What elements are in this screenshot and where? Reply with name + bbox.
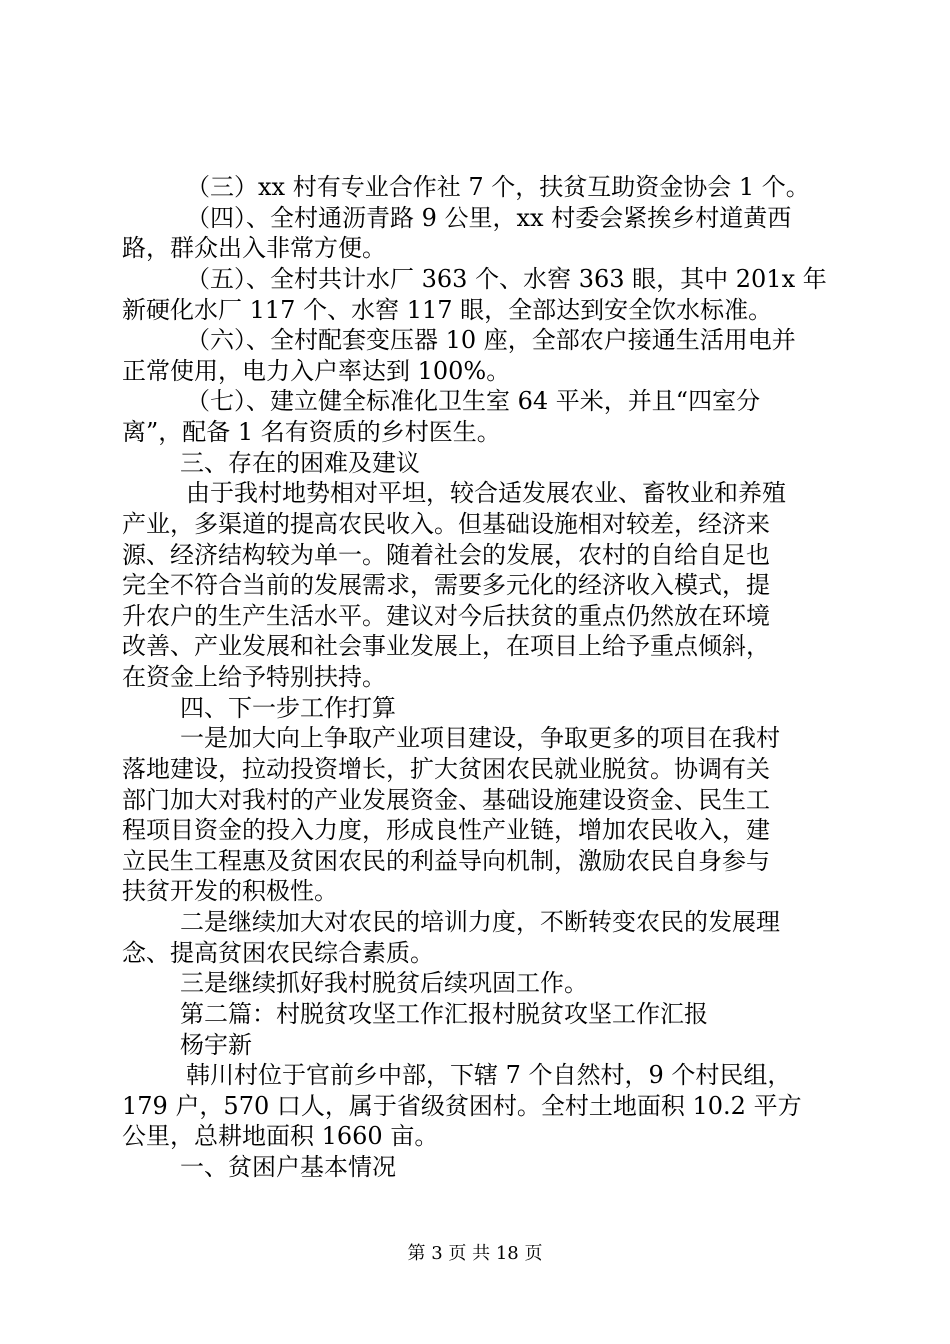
section-heading: 四、下一步工作打算 — [180, 694, 396, 722]
page-footer: 第 3 页 共 18 页 — [407, 1243, 543, 1264]
section-heading: 三、存在的困难及建议 — [180, 449, 420, 477]
text-line: （六）、全村配套变压器 10 座，全部农户接通生活用电并 — [186, 326, 796, 354]
text-line: 路，群众出入非常方便。 — [122, 234, 386, 262]
text-line: 落地建设，拉动投资增长，扩大贫困农民就业脱贫。协调有关 — [122, 755, 770, 783]
text-line: 公里，总耕地面积 1660 亩。 — [122, 1122, 439, 1150]
text-line: 扶贫开发的积极性。 — [122, 877, 338, 905]
section-heading: 第二篇：村脱贫攻坚工作汇报村脱贫攻坚工作汇报 — [180, 1000, 708, 1028]
text-line: 由于我村地势相对平坦，较合适发展农业、畜牧业和养殖 — [186, 479, 786, 507]
text-line: 离”，配备 1 名有资质的乡村医生。 — [122, 418, 501, 446]
text-line: 三是继续抓好我村脱贫后续巩固工作。 — [180, 969, 588, 997]
text-line: 改善、产业发展和社会事业发展上，在项目上给予重点倾斜， — [122, 632, 770, 660]
text-line: 在资金上给予特别扶持。 — [122, 663, 386, 691]
text-line: 部门加大对我村的产业发展资金、基础设施建设资金、民生工 — [122, 786, 770, 814]
text-line: 产业，多渠道的提高农民收入。但基础设施相对较差，经济来 — [122, 510, 770, 538]
text-line: （三）xx 村有专业合作社 7 个，扶贫互助资金协会 1 个。 — [186, 173, 810, 201]
text-line: （四）、全村通沥青路 9 公里，xx 村委会紧挨乡村道黄西 — [186, 204, 792, 232]
text-line: （五）、全村共计水厂 363 个、水窖 363 眼，其中 201x 年 — [186, 265, 827, 293]
text-line: （七）、建立健全标准化卫生室 64 平米，并且“四室分 — [186, 387, 761, 415]
text-line: 程项目资金的投入力度，形成良性产业链，增加农民收入，建 — [122, 816, 770, 844]
text-line: 一是加大向上争取产业项目建设，争取更多的项目在我村 — [180, 724, 780, 752]
text-line: 升农户的生产生活水平。建议对今后扶贫的重点仍然放在环境 — [122, 602, 770, 630]
text-line: 二是继续加大对农民的培训力度，不断转变农民的发展理 — [180, 908, 780, 936]
text-line: 完全不符合当前的发展需求，需要多元化的经济收入模式，提 — [122, 571, 770, 599]
text-line: 韩川村位于官前乡中部，下辖 7 个自然村，9 个村民组， — [186, 1061, 792, 1089]
author-name: 杨宇新 — [180, 1031, 252, 1059]
text-line: 立民生工程惠及贫困农民的利益导向机制，激励农民自身参与 — [122, 847, 770, 875]
text-line: 新硬化水厂 117 个、水窖 117 眼，全部达到安全饮水标准。 — [122, 296, 773, 324]
text-line: 正常使用，电力入户率达到 100%。 — [122, 357, 511, 385]
section-heading: 一、贫困户基本情况 — [180, 1153, 396, 1181]
text-line: 179 户，570 口人，属于省级贫困村。全村土地面积 10.2 平方 — [122, 1092, 802, 1120]
text-line: 念、提高贫困农民综合素质。 — [122, 939, 434, 967]
text-line: 源、经济结构较为单一。随着社会的发展，农村的自给自足也 — [122, 541, 770, 569]
